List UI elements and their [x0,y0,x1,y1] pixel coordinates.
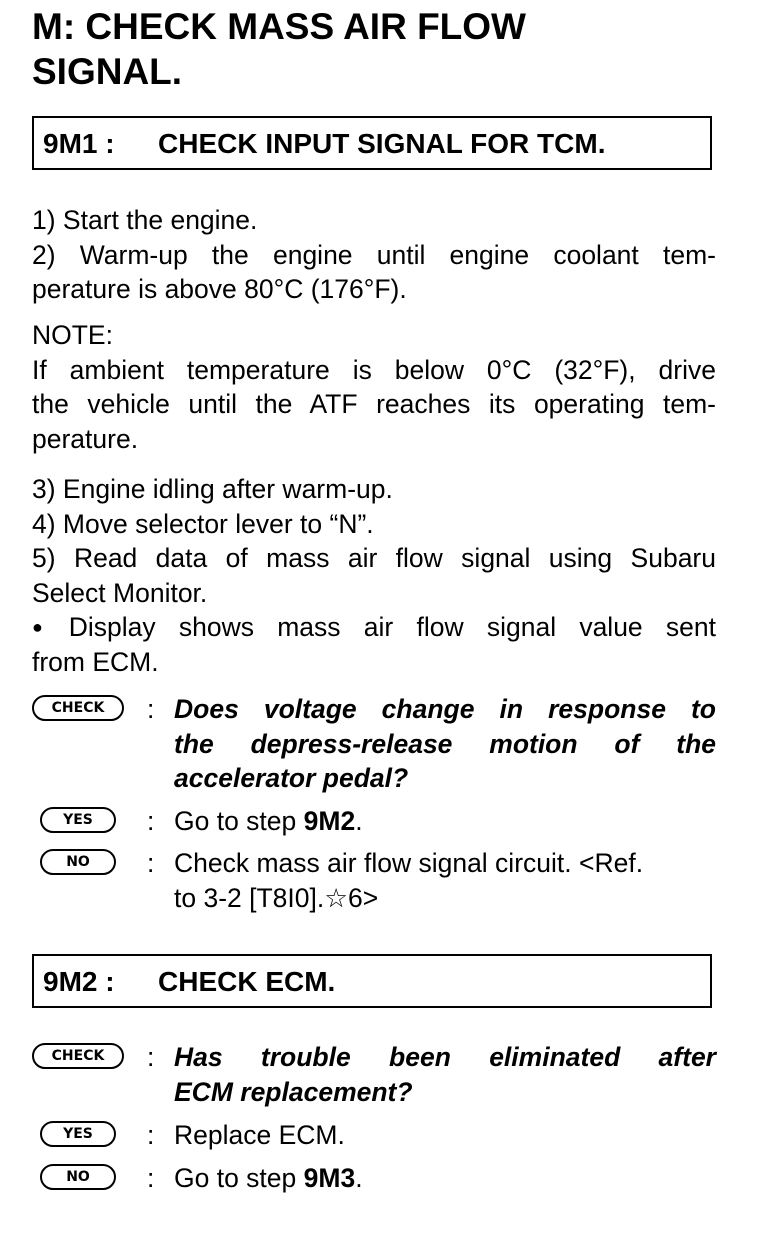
no-badge-icon: NO [40,849,116,875]
yes-row [32,804,722,840]
step-9m1-code: 9M1 : [43,128,115,159]
colon: : [147,1120,155,1150]
note-line: perature. [32,423,139,454]
instruction-line: 5) Read data of mass air flow signal using Subaru [32,543,716,573]
instruction-line: Select Monitor. [32,577,208,608]
check-badge-icon: CHECK [32,695,124,721]
no-answer-text: Go to step [174,1163,304,1193]
step-9m2-code: 9M2 : [43,966,115,997]
instruction-line: 3) Engine idling after warm-up. [32,474,393,504]
colon: : [147,848,155,878]
step-9m1-instructions [32,203,716,307]
question-line: Does voltage change in response to [174,694,716,724]
step-9m2-header [32,954,712,1008]
step-9m1-instructions-continued [32,472,716,679]
check-badge-icon: CHECK [32,1043,124,1069]
yes-answer: Replace ECM. [174,1120,345,1150]
no-answer [174,846,716,915]
step-9m1-note [32,318,716,456]
colon: : [147,694,155,724]
no-answer-line: to 3-2 [T8I0].☆6> [174,882,379,913]
yes-badge-icon: YES [40,807,116,833]
note-label: NOTE: [32,320,113,350]
step-9m1-header [32,116,712,170]
check-question [174,1040,716,1109]
period: . [355,1163,363,1193]
check-question [174,692,716,796]
question-line: the depress-release motion of the [174,728,716,759]
yes-badge-icon: YES [40,1121,116,1147]
instruction-line: from ECM. [32,646,159,677]
section-title [32,4,732,94]
check-row [32,1040,722,1112]
no-row [32,1161,722,1197]
step-9m2-title: CHECK ECM. [158,966,336,997]
section-title-line-2: SIGNAL. [32,51,183,92]
period: . [355,806,363,836]
colon: : [147,806,155,836]
instruction-line: 4) Move selector lever to “N”. [32,508,374,539]
no-badge-icon: NO [40,1164,116,1190]
instruction-line: 1) Start the engine. [32,205,258,235]
bullet-item: ● Display shows mass air flow signal value sent [32,610,716,645]
question-line: ECM replacement? [174,1076,413,1107]
step-9m1-title: CHECK INPUT SIGNAL FOR TCM. [158,128,606,159]
step-reference: 9M2 [303,806,356,836]
colon: : [147,1042,155,1072]
question-line: accelerator pedal? [174,763,409,793]
check-row [32,692,722,802]
yes-row [32,1118,722,1154]
note-line: the vehicle until the ATF reaches its operating tem- [32,389,716,419]
yes-answer-text: Go to step [174,806,304,836]
instruction-line: 2) Warm-up the engine until engine coolant tem- [32,239,716,270]
note-line: If ambient temperature is below 0°C (32°F), drive [32,354,716,385]
instruction-line: perature is above 80°C (176°F). [32,274,407,304]
no-answer-line: Check mass air flow signal circuit. <Ref. [174,848,644,878]
colon: : [147,1163,155,1193]
section-title-line-1: M: CHECK MASS AIR FLOW [32,6,526,47]
step-reference: 9M3 [303,1163,356,1193]
question-line: Has trouble been eliminated after [174,1042,716,1072]
no-answer [174,1161,716,1196]
no-row [32,846,722,918]
yes-answer [174,804,716,839]
